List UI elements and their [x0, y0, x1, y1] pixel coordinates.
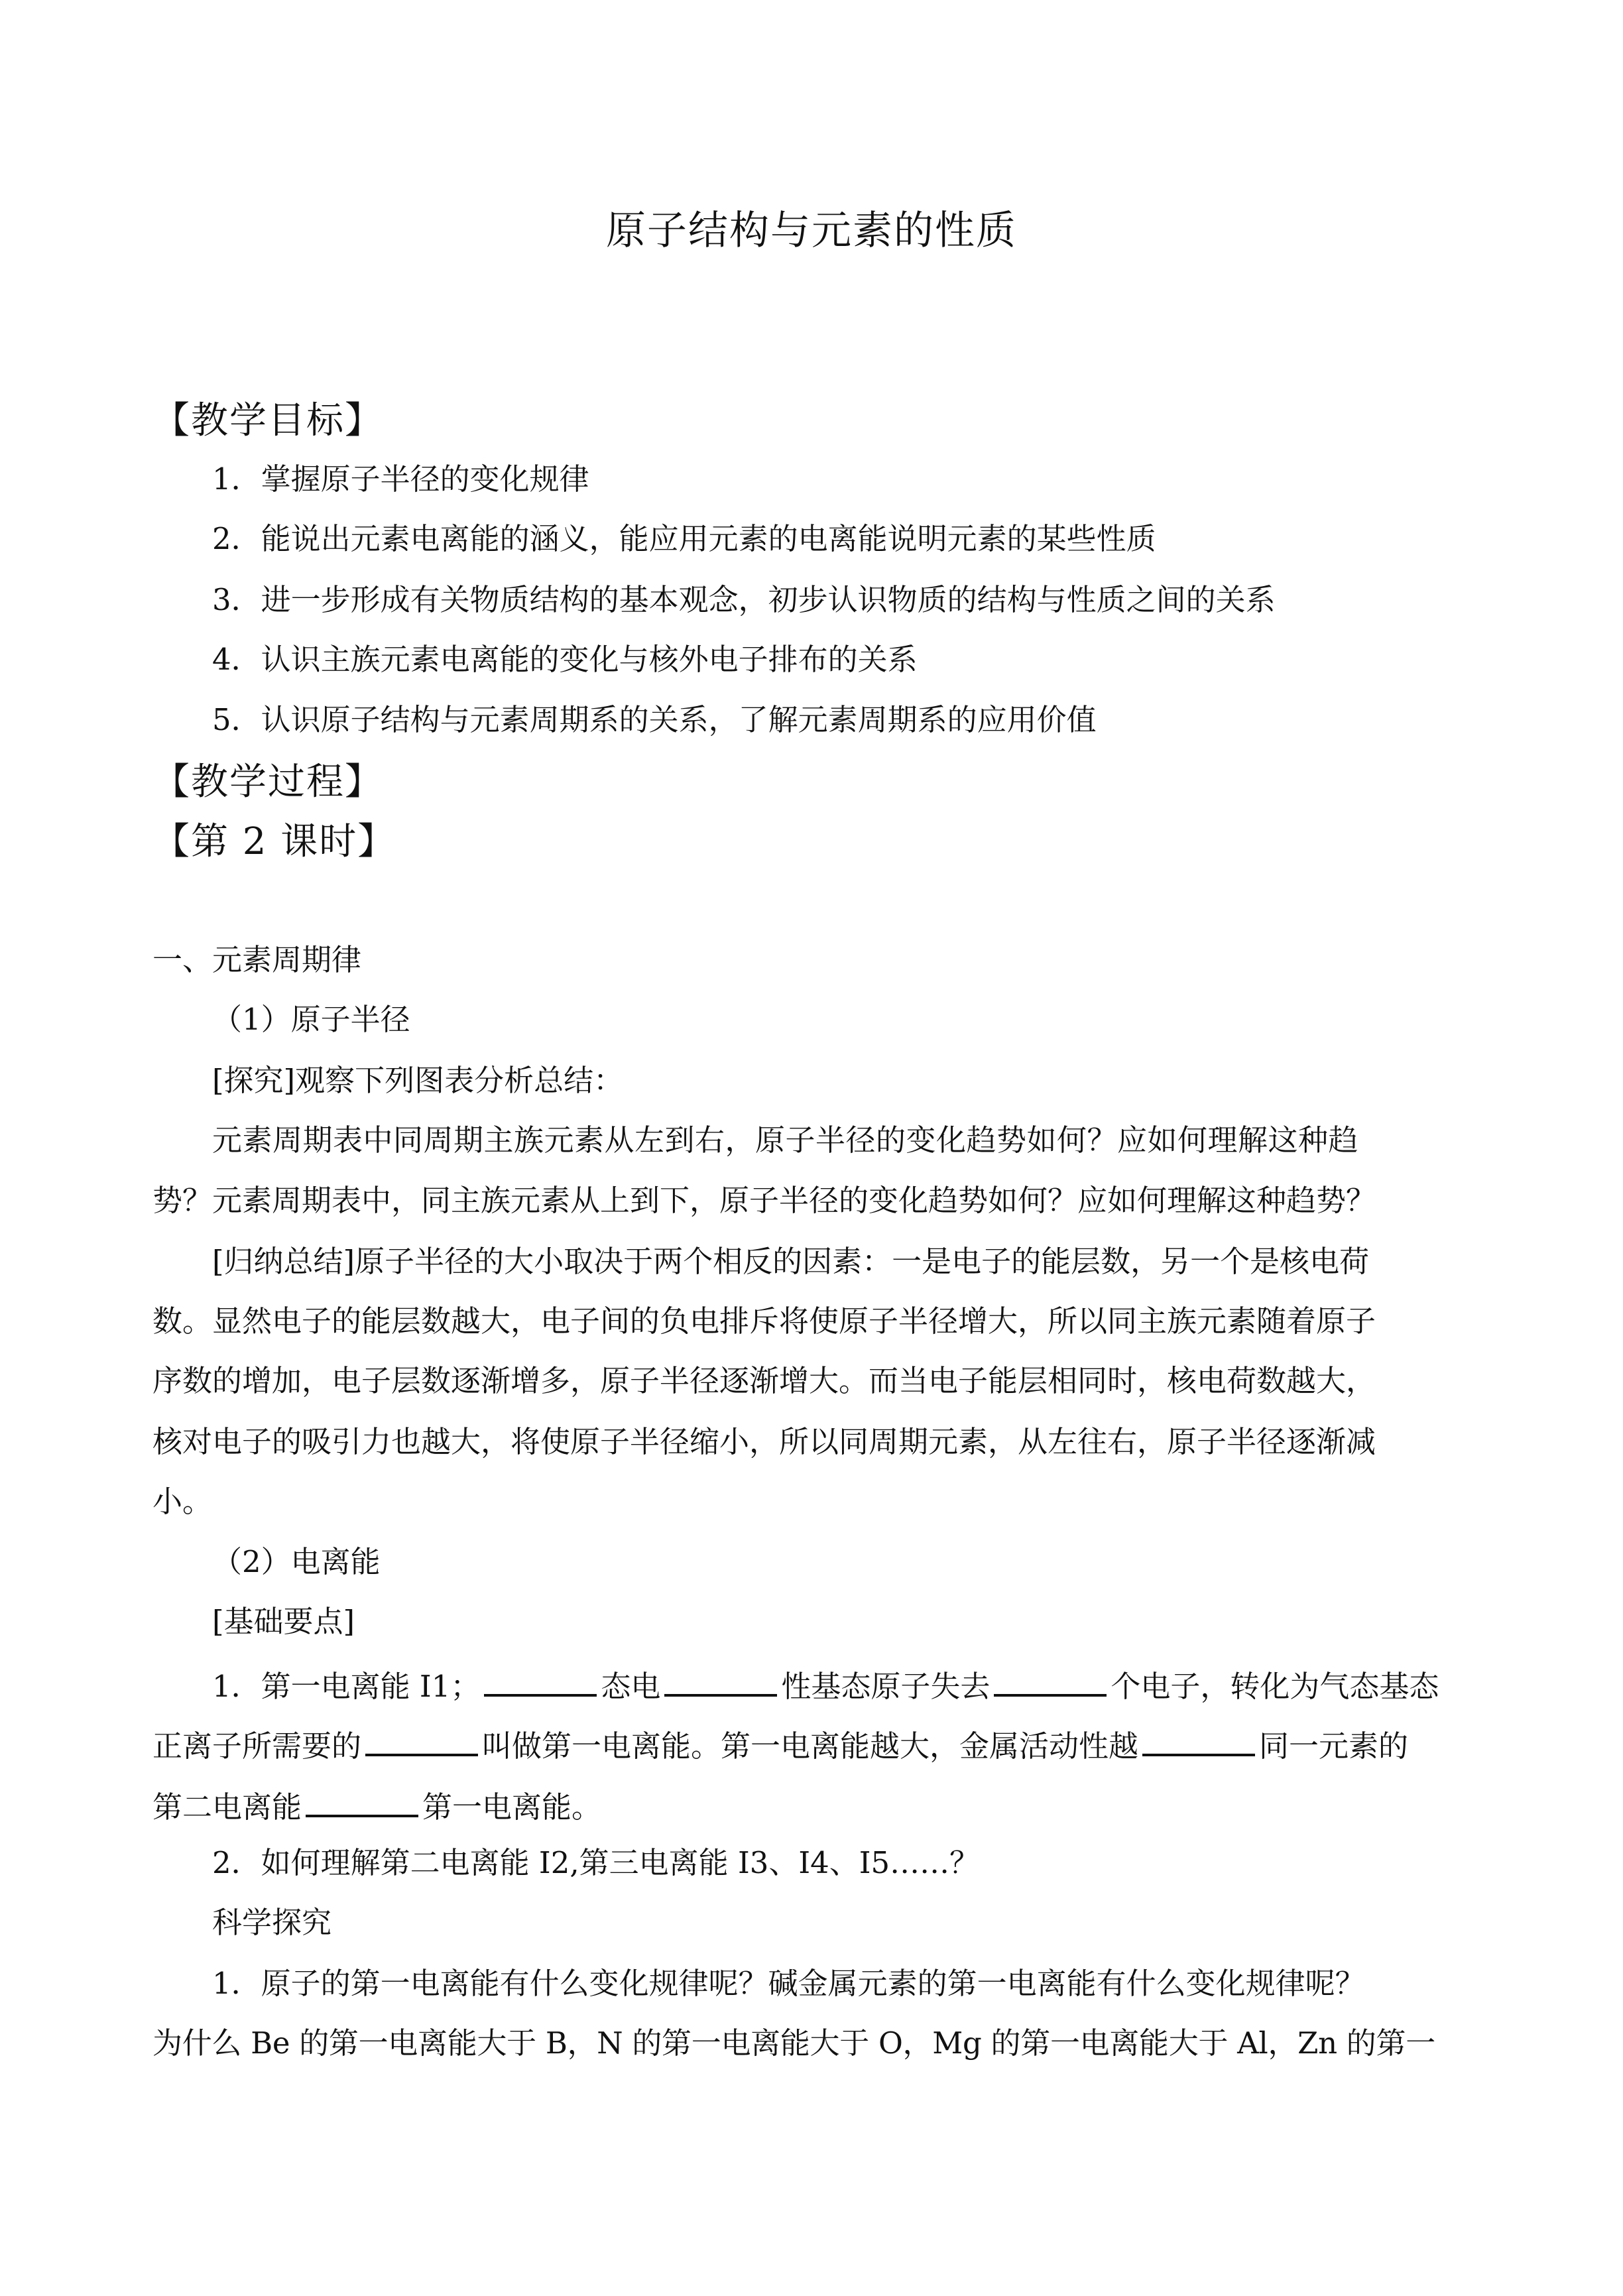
fill-line-2: [152, 1727, 1409, 1764]
explore-label: [探究]观察下列图表分析总结：: [212, 1063, 624, 1098]
fill-text: 第一电离能。: [422, 1789, 602, 1825]
question-2: 2．如何理解第二电离能 I2,第三电离能 I3、I4、I5……？: [212, 1845, 980, 1880]
explore-line-2: 势？元素周期表中，同主族元素从上到下，原子半径的变化趋势如何？应如何理解这种趋势？: [152, 1183, 1376, 1218]
fill-text: 个电子，转化为气态基态: [1111, 1669, 1439, 1704]
blank-field: [365, 1727, 478, 1756]
fill-text: 1．第一电离能 I1；: [212, 1669, 481, 1704]
fill-text: 正离子所需要的: [152, 1728, 362, 1764]
objective-item-2: 2．能说出元素电离能的涵义，能应用元素的电离能说明元素的某些性质: [212, 521, 1156, 556]
objective-item-4: 4．认识主族元素电离能的变化与核外电子排布的关系: [212, 642, 918, 677]
blank-field: [306, 1788, 418, 1817]
science-line-2: 为什么 Be 的第一电离能大于 B，N 的第一电离能大于 O，Mg 的第一电离能大于 Al，Zn 的第一: [152, 2025, 1435, 2061]
blank-field: [994, 1667, 1107, 1697]
objective-item-3: 3．进一步形成有关物质结构的基本观念，初步认识物质的结构与性质之间的关系: [212, 582, 1276, 617]
fill-text: 同一元素的: [1259, 1728, 1409, 1764]
summary-line-2: 数。显然电子的能层数越大，电子间的负电排斥将使原子半径增大，所以同主族元素随着原子: [152, 1303, 1376, 1339]
blank-field: [664, 1667, 777, 1697]
summary-line-5: 小。: [152, 1484, 213, 1519]
objectives-heading: 【教学目标】: [152, 399, 383, 442]
subsection-ionization: （2）电离能: [212, 1544, 381, 1579]
fill-text: 叫做第一电离能。第一电离能越大，金属活动性越: [482, 1728, 1139, 1764]
subsection-atomic-radius: （1）原子半径: [212, 1002, 410, 1037]
page-title: 原子结构与元素的性质: [606, 208, 1017, 254]
fill-line-3: [152, 1788, 602, 1825]
process-heading: 【教学过程】: [152, 760, 383, 804]
summary-line-1: [归纳总结]原子半径的大小取决于两个相反的因素：一是电子的能层数，另一个是核电荷: [212, 1244, 1370, 1279]
lesson-heading: 【第 2 课时】: [152, 820, 396, 863]
explore-line-1: 元素周期表中同周期主族元素从左到右，原子半径的变化趋势如何？应如何理解这种趋: [212, 1122, 1359, 1158]
science-line-1: 1．原子的第一电离能有什么变化规律呢？碱金属元素的第一电离能有什么变化规律呢？: [212, 1966, 1365, 2001]
blank-field: [1142, 1727, 1255, 1756]
summary-line-4: 核对电子的吸引力也越大，将使原子半径缩小，所以同周期元素，从左往右，原子半径逐渐减: [152, 1424, 1376, 1459]
science-label: 科学探究: [212, 1905, 332, 1940]
objective-item-5: 5．认识原子结构与元素周期系的关系，了解元素周期系的应用价值: [212, 702, 1097, 737]
fill-text: 性基态原子失去: [781, 1669, 991, 1704]
objective-item-1: 1．掌握原子半径的变化规律: [212, 461, 589, 497]
basics-label: [基础要点]: [212, 1604, 355, 1639]
fill-line-1: [212, 1667, 1439, 1704]
section-title: 一、元素周期律: [152, 942, 362, 977]
blank-field: [484, 1667, 597, 1697]
fill-text: 第二电离能: [152, 1789, 302, 1825]
summary-line-3: 序数的增加，电子层数逐渐增多，原子半径逐渐增大。而当电子能层相同时，核电荷数越大，: [152, 1363, 1376, 1398]
fill-text: 态电: [601, 1669, 661, 1704]
